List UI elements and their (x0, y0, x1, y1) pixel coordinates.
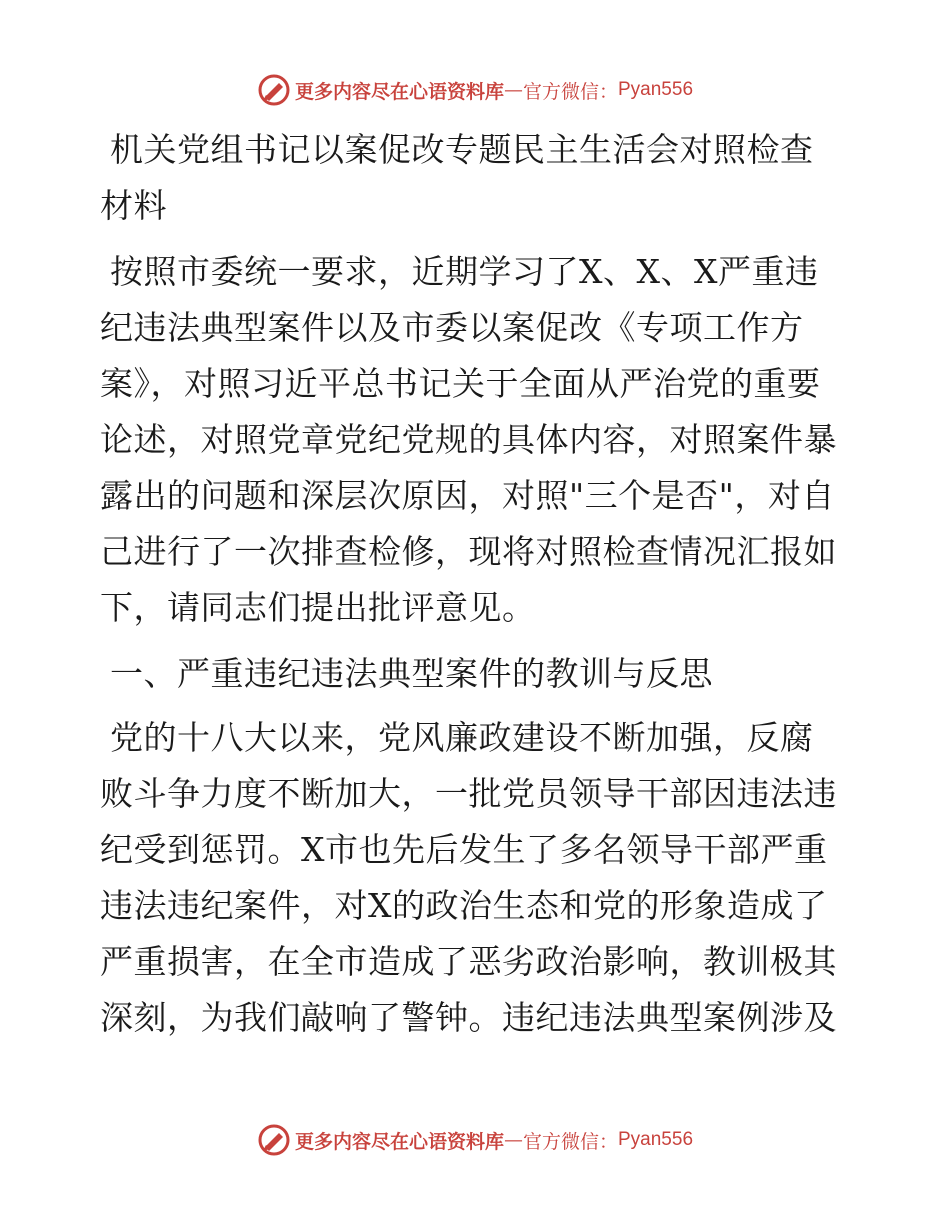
paragraph-line: 下，请同志们提出批评意见。 (100, 588, 536, 627)
paragraph-lessons (100, 710, 860, 1046)
paragraph-intro (100, 244, 860, 636)
paragraph-line: 深刻，为我们敲响了警钟。违纪违法典型案例涉及 (100, 998, 837, 1037)
paragraph-line: 己进行了一次排查检修，现将对照检查情况汇报如 (100, 532, 837, 571)
watermark-separator: — (503, 1129, 523, 1151)
paragraph-line: 纪违法典型案件以及市委以案促改《专项工作方 (100, 308, 804, 347)
footer-watermark (0, 1120, 950, 1160)
paragraph-line: 按照市委统一要求，近期学习了X、X、X严重违 (110, 252, 819, 291)
paragraph-line: 败斗争力度不断加大，一批党员领导干部因违法违 (100, 774, 837, 813)
paragraph-line: 纪受到惩罚。X市也先后发生了多名领导干部严重 (100, 830, 828, 869)
watermark-brand: 更多内容尽在心语资料库 (294, 1130, 504, 1153)
title-line: 材料 (100, 186, 167, 225)
header-watermark (0, 70, 950, 110)
watermark-separator: — (503, 79, 523, 101)
paragraph-line: 露出的问题和深层次原因，对照"三个是否"，对自 (100, 476, 835, 515)
watermark-label: 官方微信： (522, 1130, 618, 1153)
paragraph-line: 党的十八大以来，党风廉政建设不断加强，反腐 (110, 718, 814, 757)
paragraph-line: 案》，对照习近平总书记关于全面从严治党的重要 (100, 364, 821, 403)
paragraph-line: 论述，对照党章党纪党规的具体内容，对照案件暴 (100, 420, 837, 459)
paragraph-line: 严重损害，在全市造成了恶劣政治影响，教训极其 (100, 942, 837, 981)
watermark-wechat-id: Pyan556 (618, 79, 694, 100)
watermark-wechat-id: Pyan556 (618, 1129, 694, 1150)
logo-icon (257, 1123, 291, 1157)
watermark-label: 官方微信： (522, 80, 618, 103)
document-body (100, 122, 860, 1046)
section-heading: 一、严重违纪违法典型案件的教训与反思 (110, 654, 713, 693)
title-line: 机关党组书记以案促改专题民主生活会对照检查 (110, 130, 814, 169)
document-title (100, 122, 860, 234)
watermark-brand: 更多内容尽在心语资料库 (294, 80, 504, 103)
logo-icon (257, 73, 291, 107)
paragraph-line: 违法违纪案件，对X的政治生态和党的形象造成了 (100, 886, 828, 925)
